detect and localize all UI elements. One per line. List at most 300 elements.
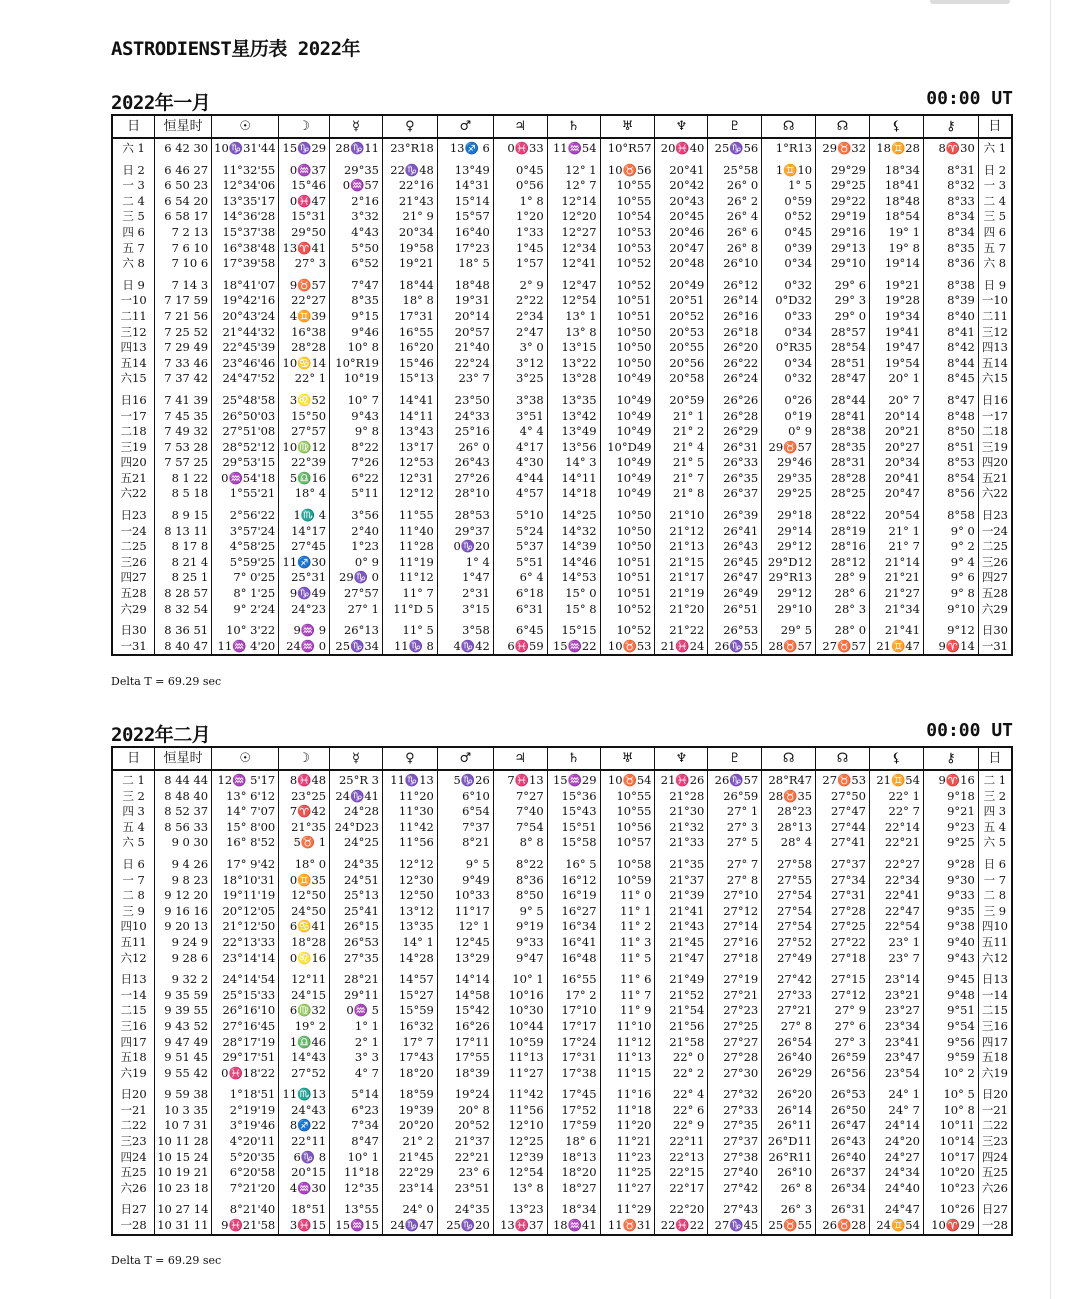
- cell-mars: 17°11: [437, 1035, 493, 1051]
- cell-uranus: 10♉56: [600, 157, 655, 179]
- cell-saturn: 12°34: [547, 241, 600, 257]
- cell-uranus: 10°51: [600, 570, 655, 586]
- cell-mars: 17°23: [437, 241, 493, 257]
- table-row: [112, 502, 1012, 524]
- cell-sidereal-time: 9 4 26: [155, 851, 212, 873]
- cell-chiron: 9° 2: [923, 539, 978, 555]
- cell-true-node: 28° 9: [816, 570, 870, 586]
- cell-mars: 18°39: [437, 1066, 493, 1082]
- table-row: [112, 209, 1012, 225]
- table-row: [112, 639, 1012, 656]
- cell-day: 一17: [112, 409, 155, 425]
- cell-sidereal-time: 8 17 8: [155, 539, 212, 555]
- cell-lilith: 22° 1: [870, 789, 924, 805]
- cell-venus: 19°39: [382, 1103, 437, 1119]
- cell-day: 五21: [978, 471, 1012, 487]
- cell-sun: 10♑31'44: [212, 138, 279, 157]
- cell-true-node: 28°44: [816, 387, 870, 409]
- cell-neptune: 21° 5: [655, 455, 708, 471]
- cell-true-node: 27°18: [816, 951, 870, 967]
- cell-day: 六12: [978, 951, 1012, 967]
- cell-jupiter: 3°38: [493, 387, 547, 409]
- cell-saturn: 12°20: [547, 209, 600, 225]
- cell-chiron: 8°50: [923, 424, 978, 440]
- cell-moon: 18°28: [279, 935, 330, 951]
- cell-mean-node: 0°34: [762, 256, 816, 272]
- table-row: [112, 1035, 1012, 1051]
- cell-mars: 28°10: [437, 486, 493, 502]
- cell-moon: 24°15: [279, 988, 330, 1004]
- table-row: [112, 789, 1012, 805]
- cell-jupiter: 7°54: [493, 820, 547, 836]
- cell-chiron: 8°42: [923, 340, 978, 356]
- cell-neptune: 20°59: [655, 387, 708, 409]
- cell-pluto: 27°32: [708, 1081, 762, 1103]
- cell-true-node: 29°25: [816, 178, 870, 194]
- table-row: [112, 309, 1012, 325]
- cell-jupiter: 11°56: [493, 1103, 547, 1119]
- cell-pluto: 27°37: [708, 1134, 762, 1150]
- cell-moon: 0♊35: [279, 873, 330, 889]
- cell-mean-node: 26°R11: [762, 1150, 816, 1166]
- cell-sun: 20°43'24: [212, 309, 279, 325]
- cell-moon: 22° 1: [279, 371, 330, 387]
- column-header-uranus: ♅: [600, 747, 655, 770]
- cell-mars: 9°49: [437, 873, 493, 889]
- cell-lilith: 21♊54: [870, 770, 924, 789]
- cell-neptune: 20°48: [655, 256, 708, 272]
- cell-mercury: 29♑ 0: [330, 570, 383, 586]
- cell-pluto: 27°23: [708, 1003, 762, 1019]
- cell-mercury: 10° 1: [330, 1150, 383, 1166]
- cell-sun: 25°48'58: [212, 387, 279, 409]
- cell-moon: 7♈42: [279, 804, 330, 820]
- cell-neptune: 22° 9: [655, 1118, 708, 1134]
- cell-chiron: 9° 8: [923, 586, 978, 602]
- cell-moon: 1♎46: [279, 1035, 330, 1051]
- cell-moon: 13♈41: [279, 241, 330, 257]
- cell-mercury: 6°23: [330, 1103, 383, 1119]
- cell-jupiter: 4°17: [493, 440, 547, 456]
- cell-jupiter: 11°42: [493, 1081, 547, 1103]
- cell-sidereal-time: 9 59 38: [155, 1081, 212, 1103]
- cell-pluto: 27°28: [708, 1050, 762, 1066]
- cell-uranus: 10°50: [600, 325, 655, 341]
- cell-pluto: 26° 2: [708, 194, 762, 210]
- cell-mars: 15°57: [437, 209, 493, 225]
- cell-neptune: 21°58: [655, 1035, 708, 1051]
- cell-sun: 7° 0'25: [212, 570, 279, 586]
- cell-pluto: 26°39: [708, 502, 762, 524]
- cell-true-node: 28°51: [816, 356, 870, 372]
- cell-mercury: 29°11: [330, 988, 383, 1004]
- cell-pluto: 26°59: [708, 789, 762, 805]
- cell-lilith: 23°34: [870, 1019, 924, 1035]
- cell-mercury: 10° 8: [330, 340, 383, 356]
- cell-mercury: 13°55: [330, 1196, 383, 1218]
- cell-sidereal-time: 6 46 27: [155, 157, 212, 179]
- cell-true-node: 27°22: [816, 935, 870, 951]
- table-row: [112, 194, 1012, 210]
- cell-true-node: 26°31: [816, 1196, 870, 1218]
- cell-uranus: 11°18: [600, 1103, 655, 1119]
- cell-saturn: 15°36: [547, 789, 600, 805]
- cell-sidereal-time: 9 24 9: [155, 935, 212, 951]
- cell-mean-node: 26°14: [762, 1103, 816, 1119]
- cell-saturn: 12°27: [547, 225, 600, 241]
- cell-pluto: 26°33: [708, 455, 762, 471]
- cell-lilith: 19°47: [870, 340, 924, 356]
- cell-sidereal-time: 9 8 23: [155, 873, 212, 889]
- cell-sidereal-time: 7 2 13: [155, 225, 212, 241]
- cell-venus: 11°42: [382, 820, 437, 836]
- cell-day: 三 5: [112, 209, 155, 225]
- cell-day: 一24: [112, 524, 155, 540]
- cell-venus: 23°R18: [382, 138, 437, 157]
- cell-sidereal-time: 8 44 44: [155, 770, 212, 789]
- cell-neptune: 21°37: [655, 873, 708, 889]
- cell-chiron: 8°48: [923, 409, 978, 425]
- cell-true-node: 26°50: [816, 1103, 870, 1119]
- header-row: [112, 115, 1012, 138]
- cell-lilith: 23° 1: [870, 935, 924, 951]
- cell-true-node: 28°19: [816, 524, 870, 540]
- cell-mars: 12°45: [437, 935, 493, 951]
- cell-day: 二25: [112, 539, 155, 555]
- cell-chiron: 8°34: [923, 209, 978, 225]
- cell-jupiter: 7°27: [493, 789, 547, 805]
- cell-saturn: 15°51: [547, 820, 600, 836]
- cell-mercury: 24°25: [330, 835, 383, 851]
- cell-neptune: 22° 0: [655, 1050, 708, 1066]
- cell-sidereal-time: 8 56 33: [155, 820, 212, 836]
- cell-venus: 16°20: [382, 340, 437, 356]
- cell-venus: 12°53: [382, 455, 437, 471]
- cell-neptune: 20°52: [655, 309, 708, 325]
- cell-day: 四27: [112, 570, 155, 586]
- cell-day: 二15: [112, 1003, 155, 1019]
- cell-uranus: 10°49: [600, 455, 655, 471]
- table-row: [112, 888, 1012, 904]
- cell-venus: 21°45: [382, 1150, 437, 1166]
- cell-moon: 22°39: [279, 455, 330, 471]
- cell-uranus: 10°50: [600, 539, 655, 555]
- cell-jupiter: 0♓33: [493, 138, 547, 157]
- cell-true-node: 27♉57: [816, 639, 870, 656]
- cell-sun: 16°38'48: [212, 241, 279, 257]
- cell-uranus: 10°59: [600, 873, 655, 889]
- cell-lilith: 18°34: [870, 157, 924, 179]
- cell-saturn: 14°53: [547, 570, 600, 586]
- cell-lilith: 21° 1: [870, 524, 924, 540]
- cell-saturn: 17°59: [547, 1118, 600, 1134]
- cell-pluto: 27° 3: [708, 820, 762, 836]
- cell-uranus: 10°49: [600, 486, 655, 502]
- cell-sidereal-time: 7 29 49: [155, 340, 212, 356]
- column-header-mean-node: ☊: [762, 115, 816, 138]
- cell-mercury: 5°50: [330, 241, 383, 257]
- cell-mars: 22°21: [437, 1150, 493, 1166]
- column-header-mars: ♂: [437, 747, 493, 770]
- cell-day: 六 8: [978, 256, 1012, 272]
- cell-saturn: 18°13: [547, 1150, 600, 1166]
- table-row: [112, 904, 1012, 920]
- cell-chiron: 9° 6: [923, 570, 978, 586]
- cell-sidereal-time: 8 32 54: [155, 602, 212, 618]
- cell-uranus: 11°16: [600, 1081, 655, 1103]
- cell-day: 五11: [978, 935, 1012, 951]
- cell-day: 日23: [978, 502, 1012, 524]
- cell-mean-node: 27°54: [762, 888, 816, 904]
- cell-sidereal-time: 9 16 16: [155, 904, 212, 920]
- cell-venus: 14° 1: [382, 935, 437, 951]
- cell-sun: 3°57'24: [212, 524, 279, 540]
- column-header-day: 日: [978, 115, 1012, 138]
- cell-venus: 24♑47: [382, 1218, 437, 1235]
- cell-mars: 28°53: [437, 502, 493, 524]
- cell-lilith: 19° 8: [870, 241, 924, 257]
- cell-true-node: 28°16: [816, 539, 870, 555]
- cell-pluto: 26°20: [708, 340, 762, 356]
- cell-day: 六26: [112, 1181, 155, 1197]
- cell-jupiter: 2°34: [493, 309, 547, 325]
- cell-pluto: 26°12: [708, 272, 762, 294]
- cell-chiron: 9°45: [923, 966, 978, 988]
- cell-sidereal-time: 9 12 20: [155, 888, 212, 904]
- cell-sun: 24°47'52: [212, 371, 279, 387]
- cell-day: 一 7: [112, 873, 155, 889]
- cell-sun: 20°12'05: [212, 904, 279, 920]
- cell-lilith: 22°27: [870, 851, 924, 873]
- cell-neptune: 21°56: [655, 1019, 708, 1035]
- cell-true-node: 28°28: [816, 471, 870, 487]
- cell-moon: 15°31: [279, 209, 330, 225]
- cell-true-node: 26°59: [816, 1050, 870, 1066]
- table-row: [112, 1150, 1012, 1166]
- cell-pluto: 26°51: [708, 602, 762, 618]
- cell-sidereal-time: 6 42 30: [155, 138, 212, 157]
- cell-mars: 19°31: [437, 293, 493, 309]
- cell-day: 一10: [978, 293, 1012, 309]
- cell-day: 日16: [978, 387, 1012, 409]
- cell-moon: 0♌16: [279, 951, 330, 967]
- cell-neptune: 21°15: [655, 555, 708, 571]
- cell-uranus: 11°20: [600, 1118, 655, 1134]
- cell-pluto: 26°16: [708, 309, 762, 325]
- cell-chiron: 9°38: [923, 919, 978, 935]
- table-row: [112, 935, 1012, 951]
- cell-venus: 24° 0: [382, 1196, 437, 1218]
- cell-saturn: 12°14: [547, 194, 600, 210]
- cell-uranus: 10°49: [600, 371, 655, 387]
- cell-chiron: 8°44: [923, 356, 978, 372]
- cell-moon: 14°17: [279, 524, 330, 540]
- cell-lilith: 21°21: [870, 570, 924, 586]
- cell-moon: 3♌52: [279, 387, 330, 409]
- table-row: [112, 873, 1012, 889]
- cell-uranus: 10°50: [600, 356, 655, 372]
- table-row: [112, 486, 1012, 502]
- cell-lilith: 22° 7: [870, 804, 924, 820]
- cell-pluto: 27°19: [708, 966, 762, 988]
- cell-sun: 26°50'03: [212, 409, 279, 425]
- cell-uranus: 10°50: [600, 502, 655, 524]
- cell-uranus: 10°57: [600, 835, 655, 851]
- cell-true-node: 27°15: [816, 966, 870, 988]
- cell-true-node: 28°25: [816, 486, 870, 502]
- cell-venus: 22°29: [382, 1165, 437, 1181]
- column-header-day: 日: [112, 747, 155, 770]
- cell-true-node: 27° 9: [816, 1003, 870, 1019]
- cell-saturn: 13°22: [547, 356, 600, 372]
- cell-mercury: 28♑11: [330, 138, 383, 157]
- cell-pluto: 27°16: [708, 935, 762, 951]
- cell-day: 三16: [112, 1019, 155, 1035]
- cell-pluto: 26°14: [708, 293, 762, 309]
- cell-neptune: 20°41: [655, 157, 708, 179]
- cell-uranus: 11° 9: [600, 1003, 655, 1019]
- cell-moon: 20°15: [279, 1165, 330, 1181]
- cell-sun: 13°35'17: [212, 194, 279, 210]
- cell-lilith: 23°14: [870, 966, 924, 988]
- cell-mean-node: 28° 4: [762, 835, 816, 851]
- cell-venus: 12°12: [382, 486, 437, 502]
- cell-lilith: 20°54: [870, 502, 924, 524]
- month-block-january: [111, 88, 1013, 656]
- cell-mean-node: 29° 5: [762, 617, 816, 639]
- cell-day: 四24: [978, 1150, 1012, 1166]
- cell-true-node: 27°41: [816, 835, 870, 851]
- cell-mercury: 5°11: [330, 486, 383, 502]
- cell-true-node: 28°54: [816, 340, 870, 356]
- cell-neptune: 22♓22: [655, 1218, 708, 1235]
- cell-day: 三23: [978, 1134, 1012, 1150]
- cell-mars: 21°37: [437, 1134, 493, 1150]
- cell-mean-node: 27°54: [762, 919, 816, 935]
- cell-mars: 7°37: [437, 820, 493, 836]
- cell-jupiter: 9°19: [493, 919, 547, 935]
- cell-sun: 18°41'07: [212, 272, 279, 294]
- column-header-neptune: ♆: [655, 115, 708, 138]
- cell-day: 四20: [112, 455, 155, 471]
- cell-neptune: 21°32: [655, 820, 708, 836]
- cell-sun: 24°14'54: [212, 966, 279, 988]
- cell-saturn: 15° 8: [547, 602, 600, 618]
- cell-moon: 11♏13: [279, 1081, 330, 1103]
- cell-mean-node: 26°20: [762, 1081, 816, 1103]
- cell-lilith: 19°54: [870, 356, 924, 372]
- cell-mercury: 3°56: [330, 502, 383, 524]
- cell-sun: 8° 1'25: [212, 586, 279, 602]
- column-header-sidereal-time: 恒星时: [155, 747, 212, 770]
- cell-day: 三12: [978, 325, 1012, 341]
- cell-jupiter: 6°45: [493, 617, 547, 639]
- cell-mars: 4♑42: [437, 639, 493, 656]
- cell-chiron: 10°14: [923, 1134, 978, 1150]
- cell-lilith: 20° 7: [870, 387, 924, 409]
- cell-moon: 18° 4: [279, 486, 330, 502]
- cell-venus: 14°11: [382, 409, 437, 425]
- cell-chiron: 9°10: [923, 602, 978, 618]
- cell-chiron: 10°11: [923, 1118, 978, 1134]
- cell-moon: 4♒30: [279, 1181, 330, 1197]
- cell-moon: 15°46: [279, 178, 330, 194]
- table-row: [112, 966, 1012, 988]
- cell-venus: 22°16: [382, 178, 437, 194]
- cell-lilith: 19°21: [870, 272, 924, 294]
- cell-mars: 15°42: [437, 1003, 493, 1019]
- cell-venus: 21° 2: [382, 1134, 437, 1150]
- cell-pluto: 26°41: [708, 524, 762, 540]
- cell-saturn: 17°38: [547, 1066, 600, 1082]
- cell-day: 四 6: [978, 225, 1012, 241]
- cell-mean-node: 26°D11: [762, 1134, 816, 1150]
- cell-moon: 9♑49: [279, 586, 330, 602]
- cell-true-node: 29°13: [816, 241, 870, 257]
- cell-mean-node: 0°45: [762, 225, 816, 241]
- cell-chiron: 8°38: [923, 272, 978, 294]
- cell-day: 一10: [112, 293, 155, 309]
- cell-mercury: 2°16: [330, 194, 383, 210]
- cell-pluto: 26°31: [708, 440, 762, 456]
- table-row: [112, 524, 1012, 540]
- cell-jupiter: 8° 8: [493, 835, 547, 851]
- column-header-venus: ♀: [382, 115, 437, 138]
- cell-venus: 16°32: [382, 1019, 437, 1035]
- cell-uranus: 11°13: [600, 1050, 655, 1066]
- cell-chiron: 9°23: [923, 820, 978, 836]
- cell-sun: 23°46'46: [212, 356, 279, 372]
- cell-day: 三 2: [112, 789, 155, 805]
- cell-day: 一31: [978, 639, 1012, 656]
- cell-mars: 19°24: [437, 1081, 493, 1103]
- cell-day: 六19: [978, 1066, 1012, 1082]
- cell-sidereal-time: 9 43 52: [155, 1019, 212, 1035]
- cell-mercury: 24°28: [330, 804, 383, 820]
- cell-day: 三26: [978, 555, 1012, 571]
- cell-saturn: 13°42: [547, 409, 600, 425]
- cell-mars: 24°33: [437, 409, 493, 425]
- cell-moon: 14°43: [279, 1050, 330, 1066]
- cell-lilith: 22°47: [870, 904, 924, 920]
- cell-pluto: 27°42: [708, 1181, 762, 1197]
- cell-lilith: 19°41: [870, 325, 924, 341]
- cell-neptune: 21°52: [655, 988, 708, 1004]
- cell-jupiter: 6°18: [493, 586, 547, 602]
- cell-day: 三 9: [978, 904, 1012, 920]
- cell-sidereal-time: 8 36 51: [155, 617, 212, 639]
- column-header-saturn: ♄: [547, 747, 600, 770]
- cell-chiron: 8°56: [923, 486, 978, 502]
- cell-uranus: 10°56: [600, 820, 655, 836]
- cell-uranus: 11° 2: [600, 919, 655, 935]
- cell-lilith: 21♊47: [870, 639, 924, 656]
- cell-chiron: 8°36: [923, 256, 978, 272]
- cell-sun: 17° 9'42: [212, 851, 279, 873]
- cell-day: 五18: [978, 1050, 1012, 1066]
- cell-mars: 13°29: [437, 951, 493, 967]
- cell-pluto: 26°28: [708, 409, 762, 425]
- table-row: [112, 1196, 1012, 1218]
- cell-mars: 1° 4: [437, 555, 493, 571]
- cell-day: 六 1: [978, 138, 1012, 157]
- cell-uranus: 10°52: [600, 602, 655, 618]
- cell-day: 三12: [112, 325, 155, 341]
- cell-moon: 15°50: [279, 409, 330, 425]
- cell-venus: 15°46: [382, 356, 437, 372]
- cell-pluto: 26°53: [708, 617, 762, 639]
- cell-uranus: 10°51: [600, 309, 655, 325]
